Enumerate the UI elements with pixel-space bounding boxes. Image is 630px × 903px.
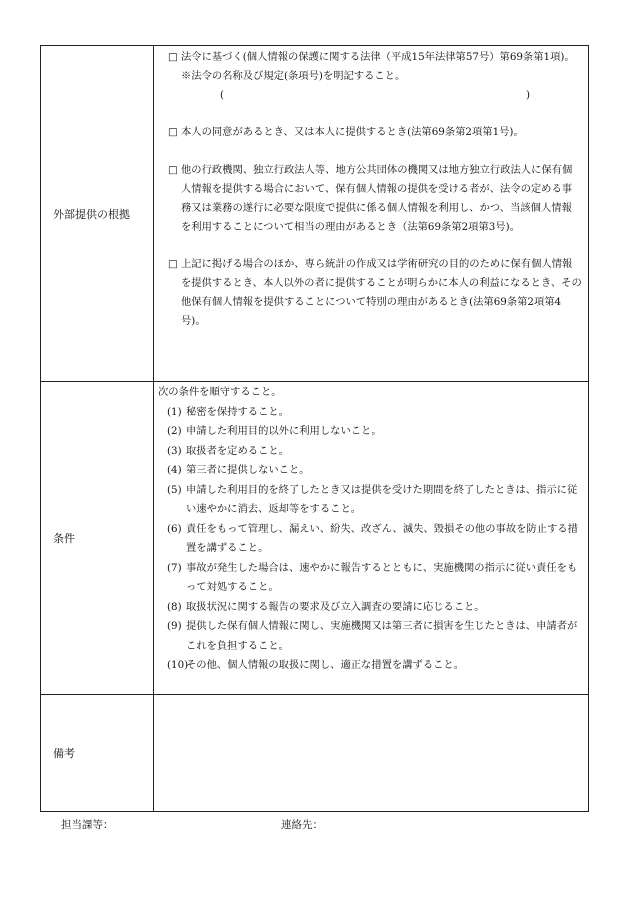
basis-option-4[interactable] [168, 255, 582, 330]
condition-number: (7) [167, 561, 182, 574]
condition-text: その他、個人情報の取扱に関し、適正な措置を講ずること。 [186, 659, 465, 671]
department-label: 担当課等： [61, 819, 114, 831]
condition-text: 提供した保有個人情報に関し、実施機関又は第三者に損害を生じたときは、申請者がこれを負担すること。 [186, 620, 578, 652]
condition-item [158, 442, 582, 462]
paren-open: ( [220, 88, 225, 101]
condition-text: 申請した利用目的を終了したとき又は提供を受けた期間を終了したときは、指示に従い速やかに消去、返却等をすること。 [186, 483, 578, 515]
condition-item [158, 520, 582, 559]
condition-text: 事故が発生した場合は、速やかに報告するとともに、実施機関の指示に従い責任をもって対処すること。 [186, 561, 578, 593]
condition-item [158, 656, 582, 676]
conditions-row [41, 382, 589, 695]
basis-option-3[interactable] [168, 161, 582, 236]
condition-item [158, 403, 582, 423]
condition-number: (6) [167, 522, 182, 535]
basis-option-1[interactable] [168, 48, 582, 86]
condition-item [158, 422, 582, 442]
condition-item [158, 481, 582, 520]
condition-item [158, 617, 582, 656]
remarks-field[interactable] [154, 695, 589, 812]
paren-close: ) [525, 88, 530, 101]
basis-option-text: 本人の同意があるとき、又は本人に提供するとき(法第69条第2項第1号)。 [181, 126, 524, 139]
remarks-label: 備考 [41, 695, 154, 812]
checkbox-icon[interactable]: □ [168, 258, 178, 271]
basis-option-2[interactable] [168, 123, 582, 142]
basis-label: 外部提供の根拠 [41, 46, 154, 382]
contact-label: 連絡先： [281, 819, 323, 831]
condition-number: (5) [167, 483, 182, 496]
checkbox-icon[interactable]: □ [168, 164, 178, 177]
condition-item [158, 598, 582, 618]
condition-number: (3) [167, 444, 182, 457]
condition-number: (1) [167, 405, 182, 418]
basis-row [41, 46, 589, 382]
condition-number: (10) [167, 659, 189, 671]
condition-text: 取扱者を定めること。 [186, 444, 289, 457]
condition-number: (8) [167, 600, 182, 613]
remarks-row [41, 695, 589, 812]
law-name-field[interactable] [168, 86, 582, 105]
checkbox-icon[interactable]: □ [168, 51, 178, 63]
condition-number: (2) [167, 425, 182, 437]
condition-text: 第三者に提供しないこと。 [186, 464, 310, 476]
provision-form-table [40, 45, 589, 812]
conditions-label: 条件 [41, 382, 154, 695]
condition-text: 申請した利用目的以外に利用しないこと。 [186, 425, 382, 437]
condition-item [158, 461, 582, 481]
condition-text: 秘密を保持すること。 [186, 405, 289, 418]
condition-item [158, 559, 582, 598]
conditions-intro: 次の条件を順守すること。 [158, 386, 282, 398]
basis-option-text: 上記に掲げる場合のほか、専ら統計の作成又は学術研究の目的のために保有個人情報を提供するとき、本人以外の者に提供することが明らかに本人の利益になるとき、その他保有個人情報を提供することについて特別の理由があるとき(法第69条第2項第4号)。 [181, 258, 582, 327]
condition-text: 責任をもって管理し、漏えい、紛失、改ざん、滅失、毀損その他の事故を防止する措置を講ずること。 [186, 522, 578, 554]
condition-text: 取扱状況に関する報告の要求及び立入調査の要請に応じること。 [186, 600, 485, 613]
checkbox-icon[interactable]: □ [168, 126, 178, 139]
basis-option-text: 法令に基づく(個人情報の保護に関する法律（平成15年法律第57号）第69条第1項)。※法令の名称及び規定(条項号)を明記すること。 [181, 51, 575, 82]
conditions-content [154, 382, 589, 695]
condition-number: (4) [167, 464, 182, 476]
basis-content [154, 46, 589, 382]
basis-option-text: 他の行政機関、独立行政法人等、地方公共団体の機関又は地方独立行政法人に保有個人情報を提供する場合において、保有個人情報の提供を受ける者が、法令の定める事務又は業務の遂行に必要な限度で提供に係る個人情報を利用し、かつ、当該個人情報を利用することについて相当の理由があるとき（法第69条第2項第3号)。 [181, 164, 573, 233]
condition-number: (9) [167, 620, 182, 632]
